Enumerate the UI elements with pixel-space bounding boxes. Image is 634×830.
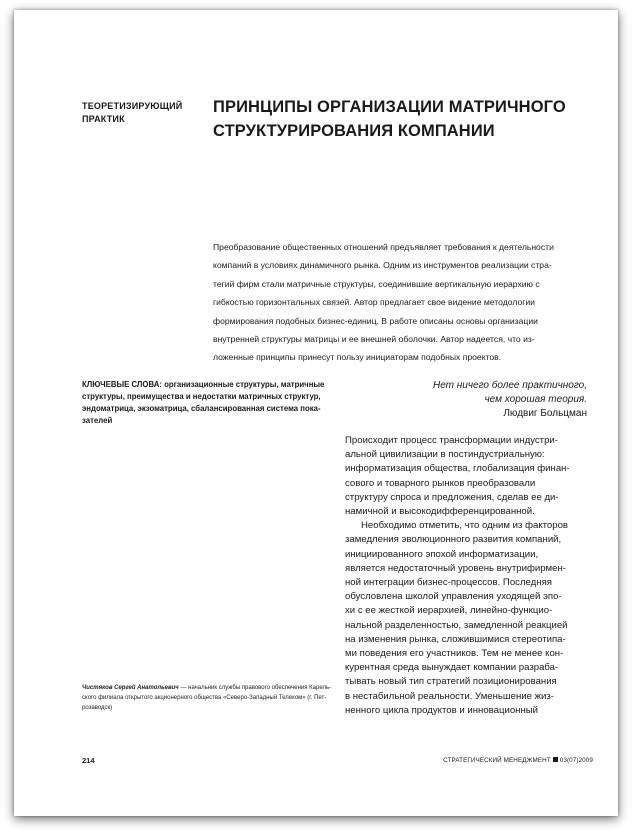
- document-page: [14, 10, 618, 816]
- epigraph: [344, 379, 587, 421]
- body-line: инициированного эпохой информатизации,: [345, 548, 539, 560]
- body-line: Происходит процесс трансформации индустри-: [345, 435, 558, 446]
- journal-issue: 03(07)2009: [559, 757, 593, 764]
- article-title: [213, 95, 593, 143]
- body-line: ненного цикла продуктов и инновационный: [345, 704, 539, 716]
- body-line: тывать новый тип стратегий позиционирования: [345, 676, 557, 688]
- body-text: [345, 434, 595, 718]
- body-line: намичной и высокодифференцированной.: [345, 506, 535, 518]
- body-line: структуру спроса и предложения, сделав ее ди-: [345, 491, 559, 503]
- abstract-line: Преобразование общественных отношений предъявляет требования к деятельности: [213, 242, 554, 252]
- author-note: [82, 684, 340, 713]
- body-line: сового и товарного рынков преобразовали: [345, 477, 536, 489]
- body-line: ми поведения его участников. Тем не менее кон-: [345, 648, 564, 660]
- journal-footer: [443, 757, 593, 764]
- abstract-line: внутренней структуры матрицы и ее внешней оболочки. Автор надеется, что из-: [213, 334, 535, 345]
- abstract-line: гибкостью горизонтальных связей. Автор предлагает свое видение методологии: [213, 297, 535, 308]
- body-line: информатизация общества, глобализация финан-: [345, 463, 570, 475]
- body-line: нальной разделенностью, замедленной реакцией: [345, 619, 568, 631]
- epigraph-quote-line: Нет ничего более практичного,: [433, 380, 587, 391]
- body-line: обусловлена школой управления уходящей эпо-: [345, 591, 562, 603]
- journal-name: СТРАТЕГИЧЕСКИЙ МЕНЕДЖМЕНТ: [443, 757, 551, 764]
- title-line: СТРУКТУРИРОВАНИЯ КОМПАНИИ: [213, 122, 495, 140]
- keywords-text: организационные структуры, матричные структуры, преимущества и недостатки матричных структур, эндоматрица, экзоматрица, сбалансированная система пока-зателей: [82, 380, 325, 425]
- epigraph-author: Людвиг Больцман: [503, 408, 587, 419]
- abstract-line: формирования подобных бизнес-единиц. В работе описаны основы организации: [213, 315, 538, 326]
- abstract: [213, 238, 598, 367]
- body-line: в нестабильной реальности. Уменьшение жиз-: [345, 690, 554, 702]
- epigraph-quote-line: чем хорошая теория.: [484, 394, 587, 405]
- author-description: — начальник службы правового обеспечения Карель-ского филиала открытого акционерного общества «Северо-Западный Телеком» (г. Пет-розаводск): [82, 685, 332, 711]
- body-line: ной интеграции бизнес-процессов. Последняя: [345, 577, 552, 589]
- abstract-line: ложенные принципы принесут пользу инициаторам подобных проектов.: [213, 352, 502, 363]
- keywords: [82, 379, 340, 427]
- keywords-label: КЛЮЧЕВЫЕ СЛОВА:: [82, 380, 162, 389]
- author-name: Чистяков Сергей Анатольевич: [82, 685, 179, 691]
- page-number: 214: [82, 756, 95, 765]
- body-line: альной цивилизации в постиндустриальную:: [345, 449, 545, 461]
- square-separator-icon: [553, 757, 558, 762]
- body-line: Необходимо отметить, что одним из факторов: [361, 520, 569, 532]
- section-label-line: ТЕОРЕТИЗИРУЮЩИЙ: [82, 101, 183, 111]
- body-line: хи с ее жесткой иерархией, линейно-функцио-: [345, 605, 553, 617]
- abstract-line: компаний в условиях динамичного рынка. Одним из инструментов реализации стра-: [213, 260, 552, 271]
- section-label-line: ПРАКТИК: [82, 114, 125, 124]
- body-line: на изменения рынка, сложившимися стереотипа-: [345, 633, 566, 645]
- title-line: ПРИНЦИПЫ ОРГАНИЗАЦИИ МАТРИЧНОГО: [213, 98, 566, 116]
- body-line: курентная среда вынуждает компании разраба-: [345, 662, 559, 674]
- section-label: [82, 100, 192, 126]
- abstract-line: тегий фирм стали матричные структуры, соединившие вертикальную иерархию с: [213, 278, 540, 289]
- body-line: замедления эволюционного развития компаний,: [345, 534, 562, 546]
- body-line: является недостаточный уровень внутрифирмен-: [345, 562, 566, 574]
